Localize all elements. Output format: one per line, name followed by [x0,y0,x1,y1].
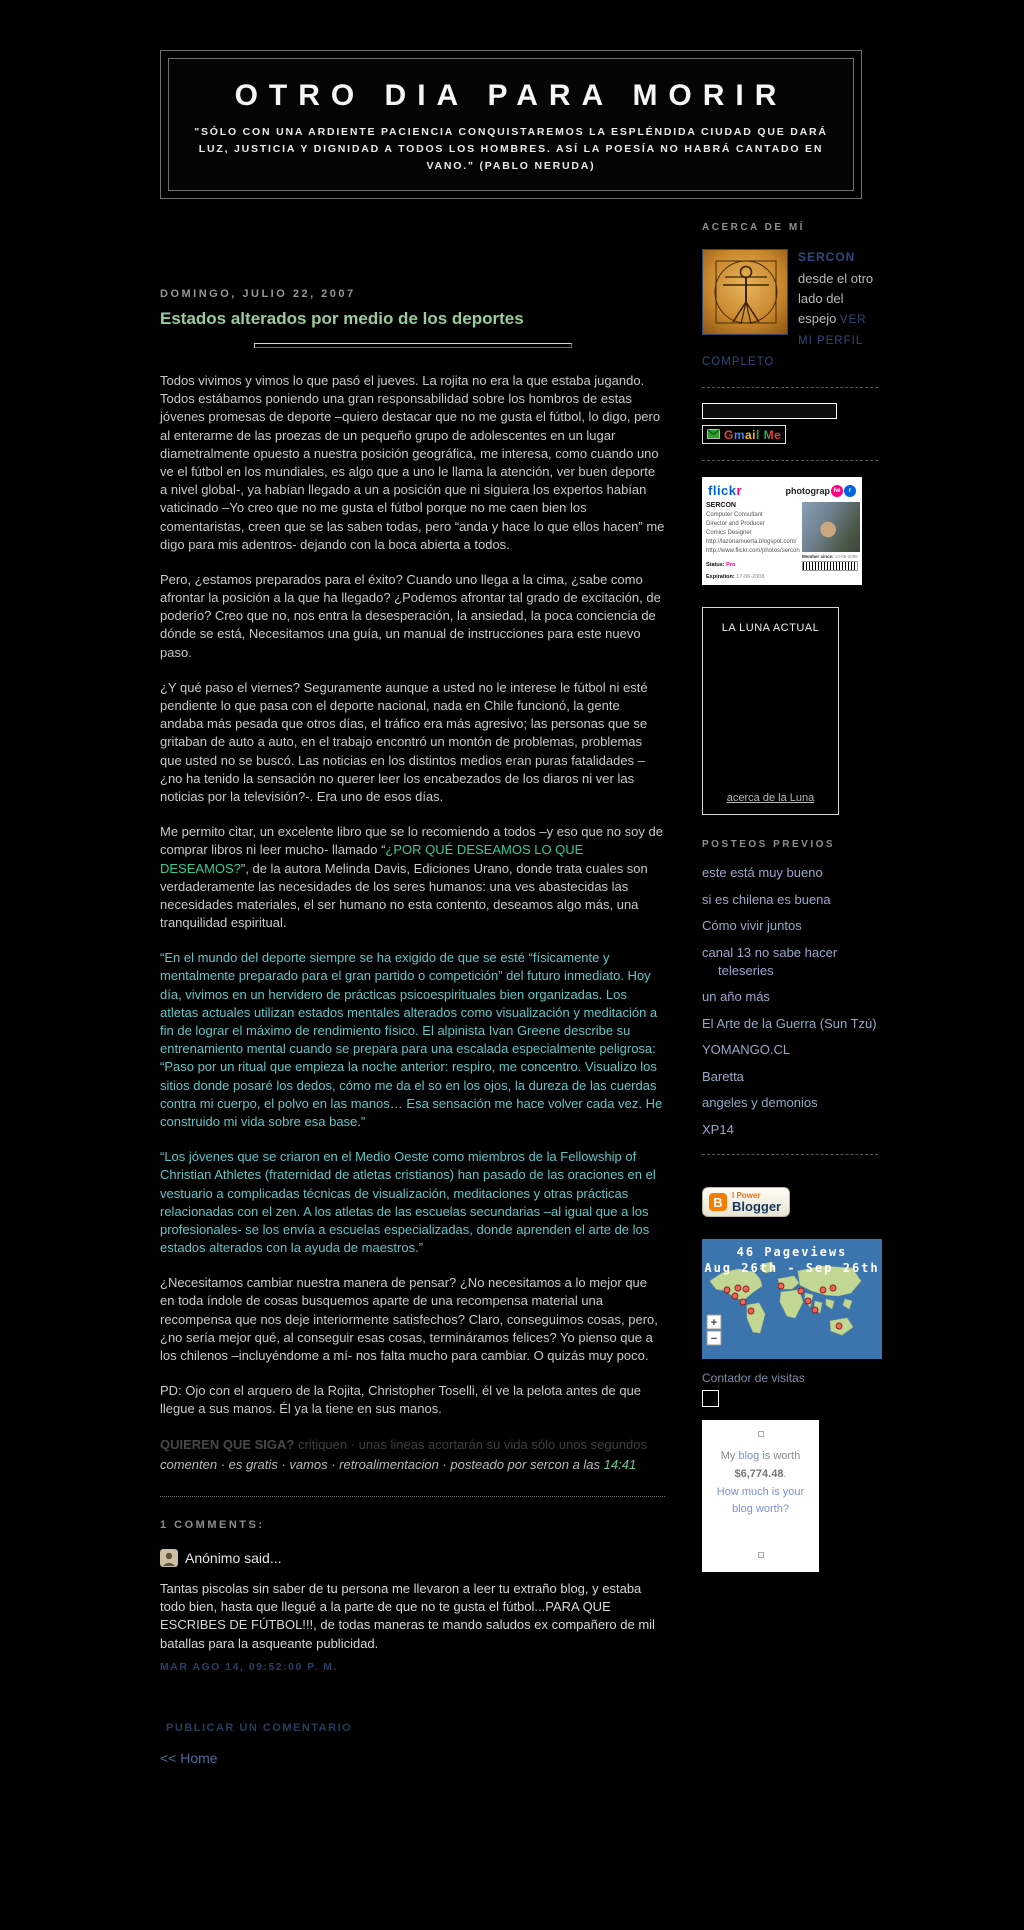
flickr-member-photo [802,502,860,552]
moon-widget [702,607,839,815]
profile-block [702,247,882,371]
previous-post-link[interactable]: canal 13 no sabe hacer teleseries [702,944,838,978]
profile-description: desde el otro lado del espejo [798,270,874,326]
about-heading: ACERCA DE MÍ [702,222,805,233]
previous-post-link[interactable]: un año más [702,989,770,1005]
post-quote-paragraph: “En el mundo del deporte siempre se ha exigido de que se esté “físicamente y mentalmente preparado para el gran partido o competición” del futuro inmediato. Hoy día, vivimos en un hervidero de prácticas psicoespirituales bien organizadas. Los atletas actuales utilizan estados mentales alterados como visualización y meditación a fin de lograr el máximo de rendimiento físico. El alpinista Ivan Greene describe su entrenamiento mental cuando se prepara para una escalada especialmente peligrosa: “Paso por un ritual que empieza la noche anterior: respiro, me concentro. Visualizo los sitios donde posaré los dedos, cómo me da el so en los ojos, la dureza de las cuerdas contra mi cuerpo, el polvo en las manos… Esa sensación me hace volver cada vez. He construido mi vida sobre esa base.” [160,950,663,1129]
comment-author: Anónimo said... [185,1549,282,1566]
blog-subtitle: "SÓLO CON UNA ARDIENTE PACIENCIA CONQUISTAREMOS LA ESPLÉNDIDA CIUDAD QUE DARÁ LUZ, JUSTICIA Y DIGNIDAD A TODOS LOS HOMBRES. ASÍ LA POESÍA NO HABRÁ CANTADO EN VANO." (PABLO NERUDA) [194,126,828,172]
flickr-card-line: http://www.flickr.com/photos/sercon [706,548,800,555]
blogger-badge-line2: Blogger [732,1198,782,1214]
flickr-member-since: Member since: 13-06-2006 [802,554,858,560]
previous-post-link[interactable]: si es chilena es buena [702,891,831,907]
flickr-photo-column [802,502,860,580]
svg-text:−: − [710,1333,718,1346]
anonymous-avatar-icon [160,1549,178,1567]
flickr-card-body [706,502,858,580]
flickr-card-line: Comics Designer [706,530,752,537]
post-date: DOMINGO, JULIO 22, 2007 [160,288,356,300]
blog-worth-question-link[interactable]: How much is your blog worth? [716,1485,805,1516]
flickr-info [706,502,798,580]
permalink-time[interactable]: 14:41 [603,1456,637,1472]
worth-text: . [783,1467,787,1480]
flickr-card-name: SERCON [706,502,736,510]
power-blogger-badge[interactable] [702,1187,790,1217]
post-byline [160,1456,665,1474]
previous-post-link[interactable]: Baretta [702,1068,744,1084]
comment-timestamp-link[interactable]: MAR AGO 14, 09:52:00 P. M. [160,1660,338,1673]
post-footer-note [160,1436,665,1454]
worth-text: is worth [759,1450,801,1463]
gmail-me-button[interactable] [702,425,786,444]
flickr-card-line: Computer Consultant [706,512,763,519]
main-column [160,192,665,1766]
flickr-card-line: http://lazonamuerta.blogspot.com/ [706,539,797,546]
post-paragraph: ¿Y qué paso el viernes? Seguramente aunque a usted no le interese le fútbol ni esté pendiente lo que pasa con el deporte nacional, nada en Chile funcionó, la gente andaba más pesada que otros días, el tráfico era más agresivo; las personas que se gritaban de auto a auto, en el trabajo encontró un montón de problemas, problemas que usted no se buscó. Las noticias en los distintos medios eran puras fatalidades –¿no ha tenido la sensación no querer leer los encabezados de los diaros ni ver las noticias por la televisión?-. Era uno de esos días. [160,679,648,804]
blog-worth-amount: $6,774.48 [734,1467,784,1480]
post-paragraph [160,823,665,932]
photographer-logo: photograp he r [786,485,857,497]
blogger-badge-line1: I Power [732,1190,761,1200]
flickr-badge[interactable] [702,477,862,585]
home-link[interactable]: << Home [160,1749,218,1766]
comments-heading: 1 COMMENTS: [160,1518,265,1531]
previous-post-link[interactable]: XP14 [702,1121,734,1137]
previous-post-link[interactable]: angeles y demonios [702,1095,818,1111]
profile-image-vitruvian-man[interactable] [702,249,788,335]
sidebar-divider [702,1154,878,1155]
profile-name-link[interactable]: SERCON [798,250,856,264]
byline-text: comenten · es gratis · vamos · retroalimentacion · posteado por sercon a las [160,1456,604,1472]
sidebar-divider [702,387,878,388]
blog-worth-text [702,1448,819,1518]
previous-post-link[interactable]: este está muy bueno [702,865,823,881]
barcode-graphic [802,561,858,571]
sidebar-divider [702,460,878,461]
previous-post-link[interactable]: El Arte de la Guerra (Sun Tzú) [702,1015,877,1031]
comment-author-row [160,1549,665,1567]
moon-widget-title: LA LUNA ACTUAL [721,622,820,635]
comment-body: Tantas piscolas sin saber de tu persona me llevaron a leer tu extraño blog, y estaba todo bien, hasta que llegué a la parte de que no te gusta el fútbol...PARA QUE ESCRIBES DE FÚTBOL!!!, de todas maneras te mando saludos ex compañero de mil batallas para la asqueante publicidad. [160,1580,655,1651]
visitor-map-widget[interactable] [702,1239,882,1359]
previous-post-link[interactable]: YOMANGO.CL [702,1042,791,1058]
post-paragraph: Pero, ¿estamos preparados para el éxito? Cuando uno llega a la cima, ¿sabe como afrontar la posición a la que ha llegado? ¿Podemos afrontar tal grado de excitación, de poderío? Creo que no, nos entra la desesperación, la ansiedad, la poca conciencia de dónde se está, Necesitamos una guía, un manual de instrucciones para este nuevo paso. [160,571,661,660]
flickr-logo: flickr [708,483,743,499]
worth-text: My [720,1450,739,1463]
post-paragraph: ¿Necesitamos cambiar nuestra manera de pensar? ¿No necesitamos a lo mejor que en toda índole de cosas busquemos aparte de una recompensa material una recompensa que nos deje interiormente satisfechos? Claro, conseguimos cosas, pero, ¿no sería mejor qué, al conseguir esas cosas, termináramos felices? Yo pienso que a los chilenos –incluyéndome a mí- nos falta mucho para cambiar. O quizás muy poco. [160,1275,658,1363]
map-pageviews-label: 46 Pageviews [736,1245,848,1260]
book-link[interactable]: ¿POR QUÉ DESEAMOS LO QUE DESEAMOS? [160,842,584,876]
search-input[interactable] [702,403,837,419]
visit-counter-label: Contador de visitas [702,1371,805,1386]
previous-posts-heading: POSTEOS PREVIOS [702,839,836,851]
content-columns [160,192,882,1766]
paragraph-text: ”, de la autora Melinda Davis, Ediciones Urano, donde trata cuales son verdaderamente las necesidades de los seres humanos: una ves abastecidas las necesidades materiales, el ser humano no esta contento, deseamos algo más, una tranquilidad espiritual. [160,860,648,931]
post-paragraph: PD: Ojo con el arquero de la Rojita, Christopher Toselli, él ve la pelota antes de que llegue a sus manos. Él ya la tiene en sus manos. [160,1383,642,1417]
gmail-me-label: Gmail Me [724,427,782,442]
envelope-icon [707,427,720,442]
blog-header [160,50,862,199]
broken-image-icon [702,1390,719,1407]
about-moon-link[interactable]: acerca de la Luna [726,792,815,805]
blog-header-inner [168,58,854,191]
blogger-logo-icon: B [709,1193,727,1211]
publish-comment-link[interactable]: PUBLICAR UN COMENTARIO [166,1721,353,1734]
svg-text:+: + [710,1317,718,1330]
post-title: Estados alterados por medio de los deportes [160,309,524,328]
flickr-card-line: Director and Producer [706,521,765,528]
previous-post-link[interactable]: Cómo vivir juntos [702,918,802,934]
footer-note-strong: QUIEREN QUE SIGA? [160,1436,295,1452]
blog-worth-widget [702,1420,819,1572]
comments-divider [160,1496,665,1497]
post-paragraph: Todos vivimos y vimos lo que pasó el jueves. La rojita no era la que estaba jugando. Todos estábamos poniendo una gran responsabilidad sobre los hombros de estas jóvenes promesas de deporte –quiero destacar que no me gusta el fútbol, lo digo, pero al enterarme de las proezas de un pequeño grupo de adolescentes en un lugar diametralmente opuesto a nuestra posición geográfica, me interesa, como cuando uno ve el fútbol en los mundiales, es algo que a uno le llama la atención, ver buen deporte a nivel global-, ya habían llegado a un a posición que ni siguiera los expertos habían vaticinado –Yo creo que no me gusta el fútbol porque no me caen bien los comentaristas, creen que se las saben todas, pero “anda y hace lo que ellos hacen” me digo para mis adentros- dejando con la boca abierta a todos. [160,373,665,552]
blog-title: OTRO DIA PARA MORIR [234,79,788,112]
paragraph-text: Me permito citar, un excelente libro que se lo recomiendo a todos –y eso que no soy de comprar libros ni leer mucho- llamado “ [160,824,663,858]
post-quote-paragraph: “Los jóvenes que se criaron en el Medio Oeste como miembros de la Fellowship of Christian Athletes (fraternidad de atletas cristianos) han pasado de las oraciones en el vestuario a complicadas técnicas de visualización, meditaciones y otras prácticas relacionadas con el zen. A los atletas de las escuelas secundarias –al igual que a los profesionales- se los envía a escuelas especializadas, donde aprenden el arte de los estados alterados con la ayuda de maestros.” [160,1149,656,1256]
flickr-status: Status: Pro [706,562,736,569]
map-range-label: Aug 26th - Sep 26th [704,1261,880,1276]
worth-widget-bottom [702,1549,819,1561]
map-zoom-out-button [707,1331,721,1345]
broken-image-icon [758,1552,764,1558]
view-full-profile-link[interactable]: VER MI PERFIL COMPLETO [702,313,867,368]
broken-image-icon [758,1431,764,1437]
title-divider [254,343,572,348]
sidebar [702,192,882,1766]
flickr-expiration: Expiration: 17-06-2008 [706,574,765,581]
footer-note-rest: critiquen · unas lineas acortarán su vida sólo unos segundos [294,1436,648,1452]
flickr-logo-row [706,481,858,502]
map-zoom-in-button [707,1315,721,1329]
blog-link[interactable]: blog [738,1450,760,1463]
